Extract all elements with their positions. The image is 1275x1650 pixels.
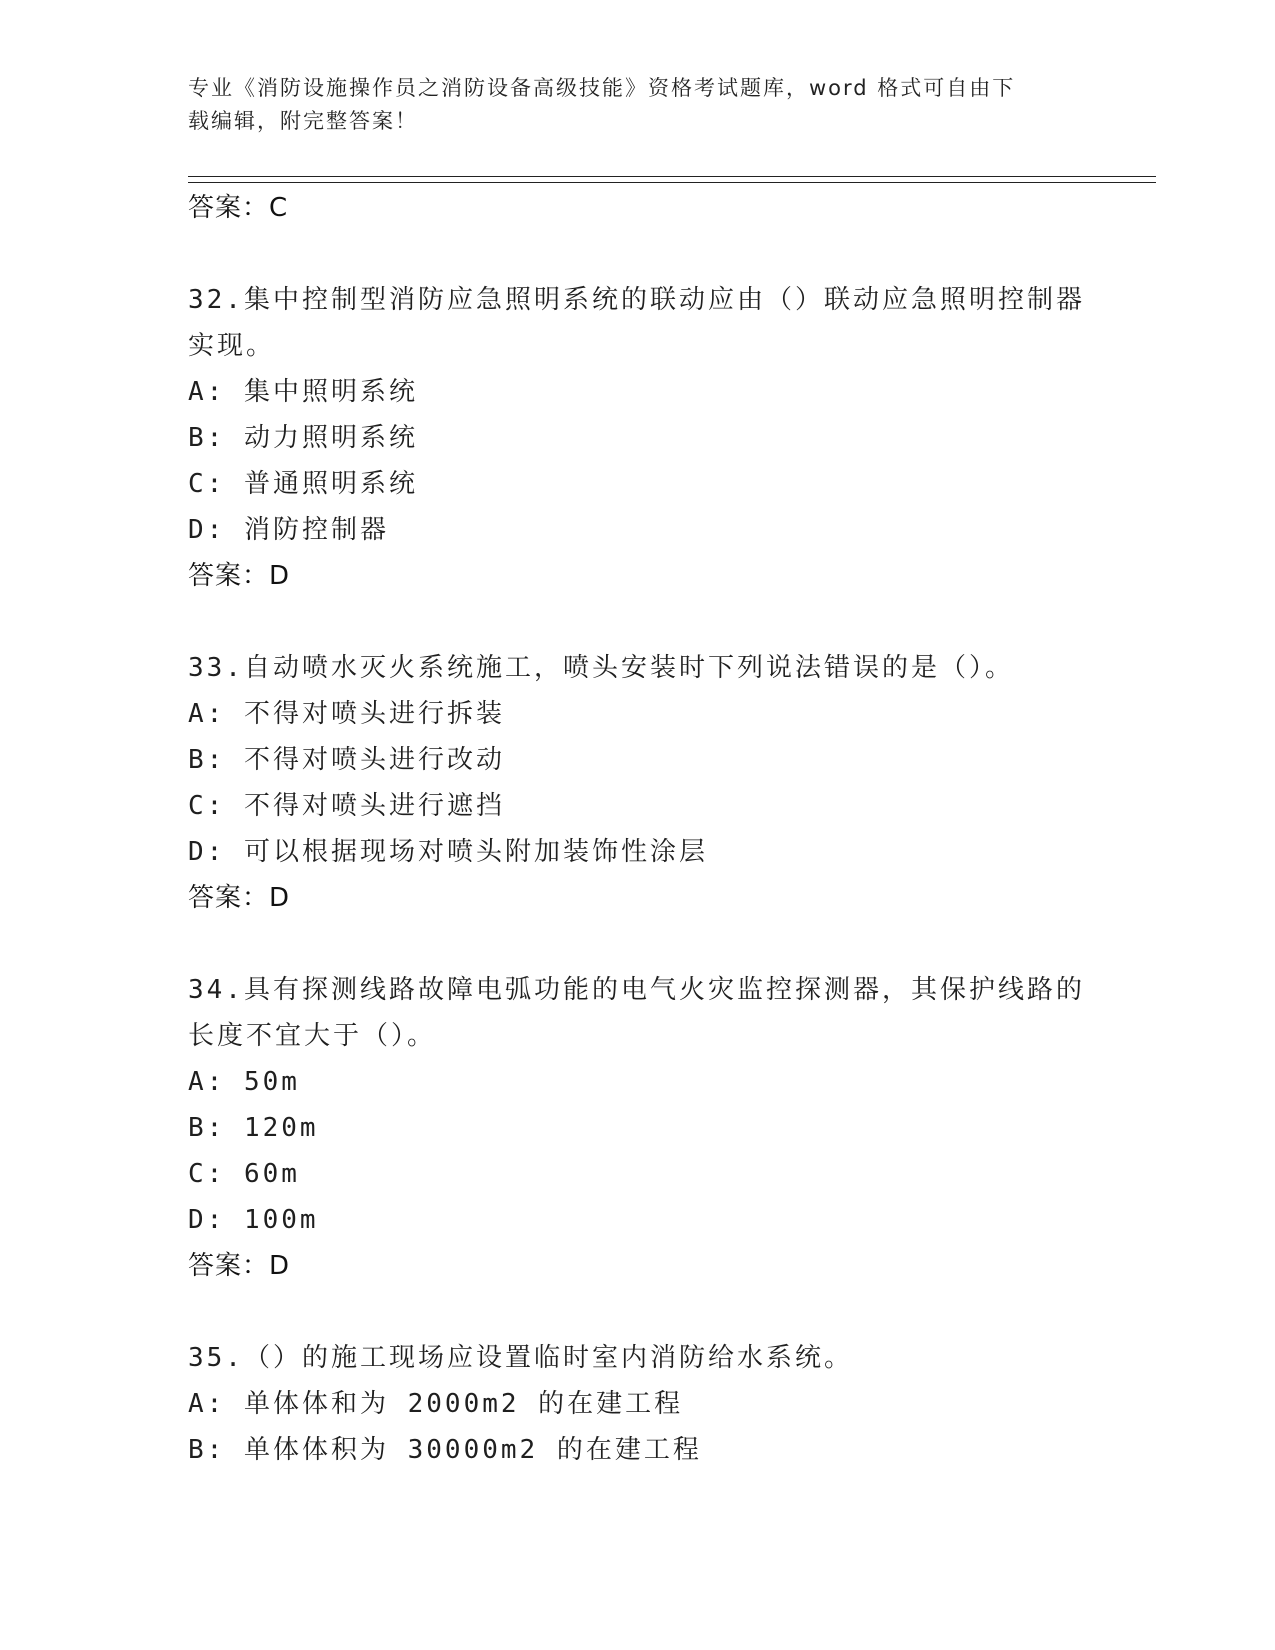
header-divider-bottom — [188, 182, 1156, 183]
question-34 — [188, 967, 1088, 1289]
option-d: D: 消防控制器 — [188, 515, 389, 545]
question-text: 34.具有探测线路故障电弧功能的电气火灾监控探测器，其保护线路的 — [188, 975, 1085, 1005]
answer: 答案：D — [188, 561, 291, 591]
question-text: 33.自动喷水灭火系统施工，喷头安装时下列说法错误的是（）。 — [188, 653, 1014, 683]
option-d: D: 可以根据现场对喷头附加装饰性涂层 — [188, 837, 708, 867]
option-b: B: 单体体积为 30000m2 的在建工程 — [188, 1435, 702, 1465]
answer: 答案：D — [188, 883, 291, 913]
option-c: C: 普通照明系统 — [188, 469, 418, 499]
header-line-1: 专业《消防设施操作员之消防设备高级技能》资格考试题库，word 格式可自由下 — [188, 76, 1016, 100]
question-list — [188, 185, 1088, 1473]
option-c: C: 不得对喷头进行遮挡 — [188, 791, 505, 821]
document-header — [188, 72, 1068, 138]
answer: 答案：D — [188, 1251, 291, 1281]
question-35 — [188, 1335, 1088, 1473]
question-text: 35.（）的施工现场应设置临时室内消防给水系统。 — [188, 1343, 853, 1373]
option-d: D: 100m — [188, 1205, 319, 1235]
option-a: A: 50m — [188, 1067, 300, 1097]
option-a: A: 集中照明系统 — [188, 377, 418, 407]
question-32 — [188, 277, 1088, 599]
question-text: 32.集中控制型消防应急照明系统的联动应由（）联动应急照明控制器 — [188, 285, 1085, 315]
previous-answer: 答案：C — [188, 193, 289, 223]
option-b: B: 120m — [188, 1113, 319, 1143]
header-divider-top — [188, 176, 1156, 177]
header-line-2: 载编辑，附完整答案！ — [188, 109, 418, 133]
option-a: A: 不得对喷头进行拆装 — [188, 699, 505, 729]
option-b: B: 动力照明系统 — [188, 423, 418, 453]
option-b: B: 不得对喷头进行改动 — [188, 745, 505, 775]
question-text-continued: 长度不宜大于（）。 — [188, 1021, 437, 1051]
option-c: C: 60m — [188, 1159, 300, 1189]
option-a: A: 单体体和为 2000m2 的在建工程 — [188, 1389, 684, 1419]
question-33 — [188, 645, 1088, 921]
question-text-continued: 实现。 — [188, 331, 276, 361]
